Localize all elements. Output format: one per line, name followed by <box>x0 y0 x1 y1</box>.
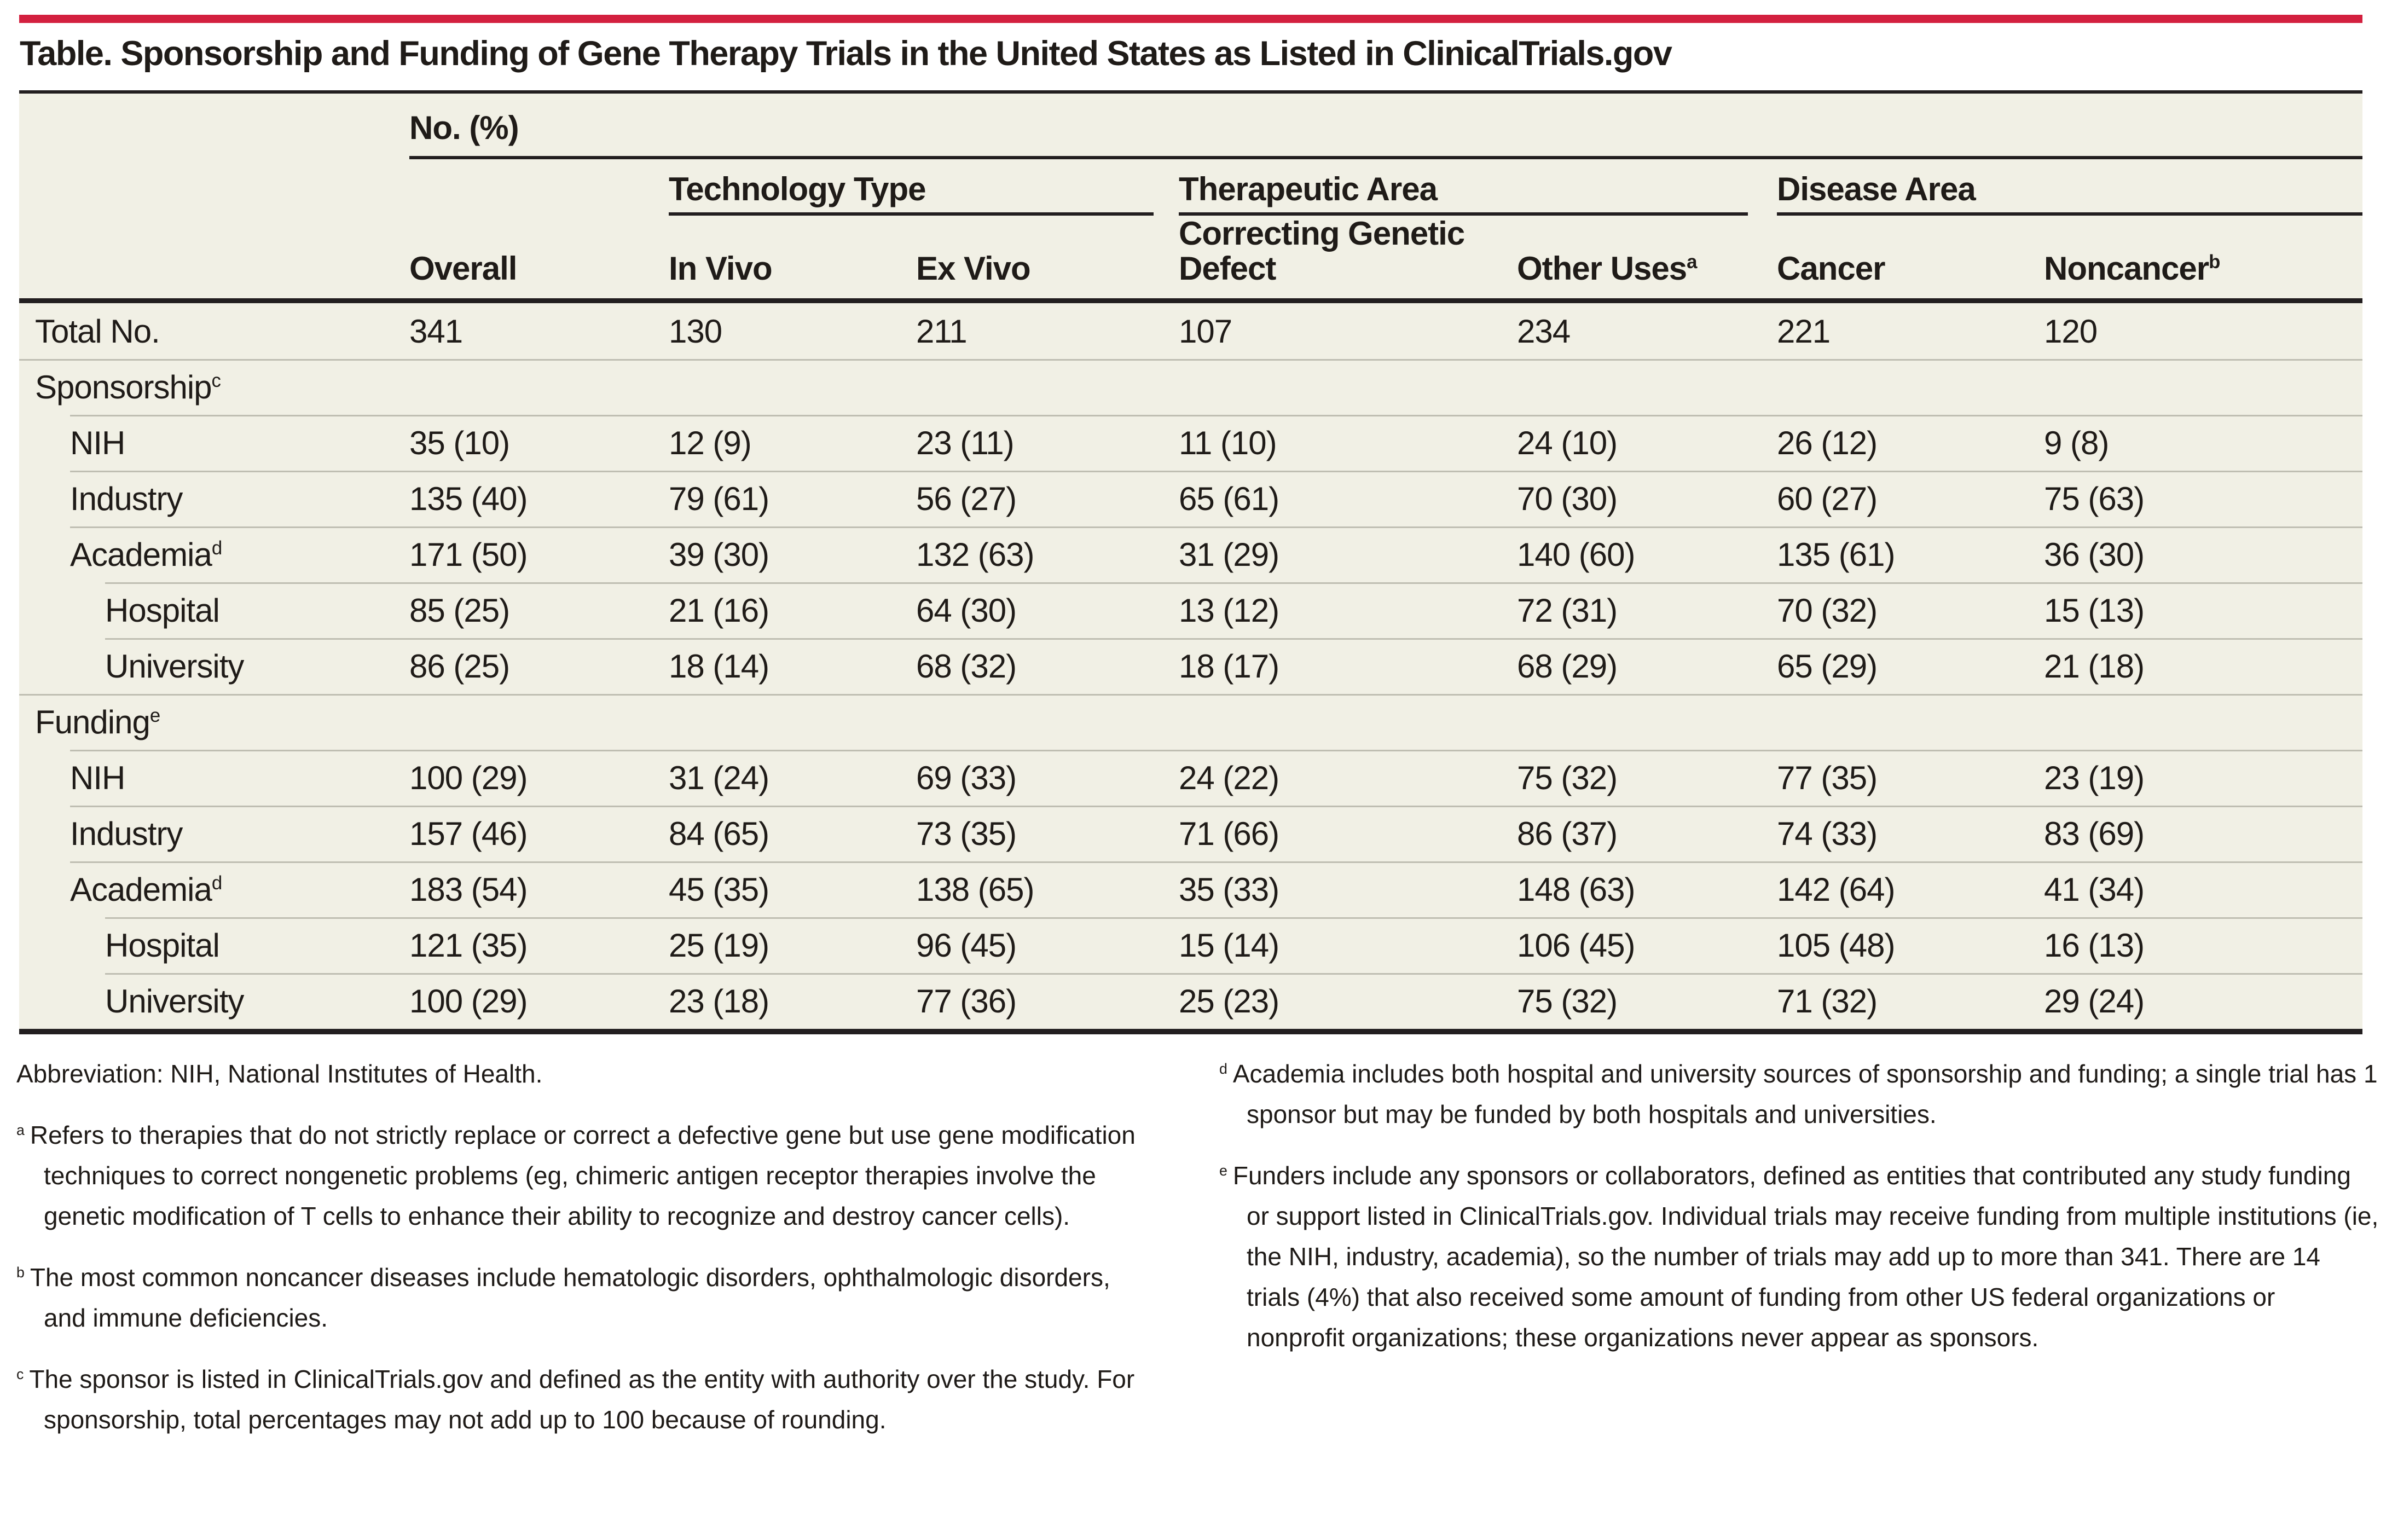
footnotes-left-column <box>16 1053 1155 1461</box>
footnote-d: $^d$ Academia includes both hospital and university sources of sponsorship and funding; a single trial has 1 sponsor but may be funded by both hospitals and universities. <box>1219 1060 2378 1128</box>
cell-ex-vivo: 211 <box>916 312 967 350</box>
row-label: Academia$^d$ <box>70 536 223 573</box>
table-rows <box>19 303 2362 1029</box>
cell-overall: 100 (29) <box>409 982 528 1020</box>
cell-ex-vivo: 64 (30) <box>916 592 1017 629</box>
cell-correcting-genetic-defect: 11 (10) <box>1179 424 1277 461</box>
table-row <box>19 750 2362 806</box>
table-header <box>19 94 2362 303</box>
row-label: Funding$^e$ <box>35 703 161 740</box>
cell-correcting-genetic-defect: 71 (66) <box>1179 815 1279 852</box>
row-label: Total No. <box>35 312 160 350</box>
table-row <box>19 806 2362 861</box>
cell-other-uses: 75 (32) <box>1517 982 1618 1020</box>
cell-cancer: 135 (61) <box>1777 536 1895 573</box>
footnote-e: $^e$ Funders include any sponsors or collaborators, defined as entities that contributed any study funding or support listed in ClinicalTrials.gov. Individual trials may receive funding from multiple institutions (ie, the NIH, industry, academia), so the number of trials may add up to more than 341. There are 14 trials (4%) that also received some amount of funding from other US federal organizations or nonprofit organizations; these organizations never appear as sponsors. <box>1219 1161 2379 1352</box>
cell-cancer: 221 <box>1777 312 1831 350</box>
jama-red-rule <box>19 15 2362 23</box>
cell-correcting-genetic-defect: 107 <box>1179 312 1232 350</box>
cell-overall: 135 (40) <box>409 480 528 517</box>
cell-in-vivo: 25 (19) <box>669 927 769 964</box>
data-table <box>19 90 2362 1034</box>
row-label: Sponsorship$^c$ <box>35 368 221 406</box>
spanner-underline <box>409 156 2362 159</box>
cell-cancer: 65 (29) <box>1777 647 1878 685</box>
table-row <box>19 582 2362 638</box>
cell-in-vivo: 79 (61) <box>669 480 769 517</box>
table-row <box>19 359 2362 415</box>
cell-other-uses: 24 (10) <box>1517 424 1618 461</box>
group-underline-disease <box>1777 212 2362 216</box>
cell-cancer: 74 (33) <box>1777 815 1878 852</box>
cell-overall: 341 <box>409 312 463 350</box>
table-row <box>19 973 2362 1029</box>
footnote-b: $^b$ The most common noncancer diseases include hematologic disorders, ophthalmologic disorders, and immune deficiencies. <box>16 1263 1110 1332</box>
group-therapeutic-area: Therapeutic Area <box>1179 171 1437 207</box>
cell-cancer: 142 (64) <box>1777 871 1895 908</box>
cell-correcting-genetic-defect: 31 (29) <box>1179 536 1279 573</box>
column-header-correcting-genetic-defect: Correcting Genetic Defect <box>1179 215 1465 287</box>
row-label: Academia$^d$ <box>70 871 223 908</box>
column-header-other-uses: Other Uses$^a$ <box>1517 250 1698 287</box>
cell-noncancer: 15 (13) <box>2044 592 2145 629</box>
cell-in-vivo: 31 (24) <box>669 759 769 796</box>
table-title: Table. Sponsorship and Funding of Gene Therapy Trials in the United States as Listed in ClinicalTrials.gov <box>20 34 1672 73</box>
cell-noncancer: 9 (8) <box>2044 424 2109 461</box>
table-row <box>19 861 2362 917</box>
row-label: NIH <box>70 759 125 796</box>
cell-cancer: 71 (32) <box>1777 982 1878 1020</box>
cell-ex-vivo: 68 (32) <box>916 647 1017 685</box>
cell-noncancer: 21 (18) <box>2044 647 2145 685</box>
group-underline-technology <box>669 212 1154 216</box>
row-label: University <box>105 647 244 685</box>
cell-correcting-genetic-defect: 18 (17) <box>1179 647 1279 685</box>
cell-cancer: 77 (35) <box>1777 759 1878 796</box>
cell-ex-vivo: 132 (63) <box>916 536 1034 573</box>
cell-other-uses: 86 (37) <box>1517 815 1618 852</box>
cell-overall: 121 (35) <box>409 927 528 964</box>
cell-overall: 35 (10) <box>409 424 510 461</box>
cell-correcting-genetic-defect: 24 (22) <box>1179 759 1279 796</box>
cell-in-vivo: 45 (35) <box>669 871 769 908</box>
cell-in-vivo: 84 (65) <box>669 815 769 852</box>
cell-in-vivo: 39 (30) <box>669 536 769 573</box>
cell-other-uses: 234 <box>1517 312 1571 350</box>
cell-other-uses: 68 (29) <box>1517 647 1618 685</box>
column-header-ex-vivo: Ex Vivo <box>916 250 1030 287</box>
abbreviation-note: Abbreviation: NIH, National Institutes of Health. <box>16 1060 543 1088</box>
cell-correcting-genetic-defect: 35 (33) <box>1179 871 1279 908</box>
cell-other-uses: 148 (63) <box>1517 871 1635 908</box>
group-technology-type: Technology Type <box>669 171 926 207</box>
cell-ex-vivo: 96 (45) <box>916 927 1017 964</box>
cell-noncancer: 75 (63) <box>2044 480 2145 517</box>
table-row <box>19 638 2362 694</box>
cell-in-vivo: 130 <box>669 312 722 350</box>
cell-cancer: 60 (27) <box>1777 480 1878 517</box>
cell-in-vivo: 21 (16) <box>669 592 769 629</box>
cell-correcting-genetic-defect: 15 (14) <box>1179 927 1279 964</box>
row-label: Hospital <box>105 927 219 964</box>
cell-overall: 171 (50) <box>409 536 528 573</box>
cell-cancer: 70 (32) <box>1777 592 1878 629</box>
cell-correcting-genetic-defect: 13 (12) <box>1179 592 1279 629</box>
table-row <box>19 917 2362 973</box>
column-header-noncancer: Noncancer$^b$ <box>2044 250 2221 287</box>
cell-ex-vivo: 69 (33) <box>916 759 1017 796</box>
cell-overall: 85 (25) <box>409 592 510 629</box>
table-row <box>19 694 2362 750</box>
cell-ex-vivo: 56 (27) <box>916 480 1017 517</box>
footnotes-right-column <box>1219 1053 2379 1379</box>
cell-overall: 183 (54) <box>409 871 528 908</box>
cell-cancer: 26 (12) <box>1777 424 1878 461</box>
cell-other-uses: 75 (32) <box>1517 759 1618 796</box>
cell-in-vivo: 12 (9) <box>669 424 751 461</box>
table-row <box>19 471 2362 526</box>
row-label: Industry <box>70 480 183 517</box>
spanner-no-pct: No. (%) <box>409 109 519 146</box>
row-label: NIH <box>70 424 125 461</box>
cell-ex-vivo: 73 (35) <box>916 815 1017 852</box>
cell-other-uses: 72 (31) <box>1517 592 1618 629</box>
cell-noncancer: 29 (24) <box>2044 982 2145 1020</box>
row-label: University <box>105 982 244 1020</box>
cell-correcting-genetic-defect: 25 (23) <box>1179 982 1279 1020</box>
cell-in-vivo: 23 (18) <box>669 982 769 1020</box>
cell-ex-vivo: 23 (11) <box>916 424 1014 461</box>
cell-other-uses: 140 (60) <box>1517 536 1635 573</box>
footnote-a: $^a$ Refers to therapies that do not strictly replace or correct a defective gene but use gene modification techniques to correct nongenetic problems (eg, chimeric antigen receptor therapies involve the genetic modification of T cells to enhance their ability to recognize and destroy cancer cells). <box>16 1121 1136 1230</box>
cell-in-vivo: 18 (14) <box>669 647 769 685</box>
column-header-cancer: Cancer <box>1777 250 1885 287</box>
column-header-in-vivo: In Vivo <box>669 250 772 287</box>
cell-ex-vivo: 138 (65) <box>916 871 1034 908</box>
table-row <box>19 415 2362 471</box>
group-disease-area: Disease Area <box>1777 171 1976 207</box>
table-row <box>19 526 2362 582</box>
cell-noncancer: 23 (19) <box>2044 759 2145 796</box>
cell-noncancer: 41 (34) <box>2044 871 2145 908</box>
cell-overall: 86 (25) <box>409 647 510 685</box>
cell-noncancer: 83 (69) <box>2044 815 2145 852</box>
row-label: Industry <box>70 815 183 852</box>
cell-noncancer: 36 (30) <box>2044 536 2145 573</box>
cell-correcting-genetic-defect: 65 (61) <box>1179 480 1279 517</box>
row-label: Hospital <box>105 592 219 629</box>
table-row <box>19 303 2362 359</box>
column-header-overall: Overall <box>409 250 517 287</box>
cell-overall: 100 (29) <box>409 759 528 796</box>
cell-noncancer: 16 (13) <box>2044 927 2145 964</box>
cell-other-uses: 70 (30) <box>1517 480 1618 517</box>
cell-noncancer: 120 <box>2044 312 2098 350</box>
cell-overall: 157 (46) <box>409 815 528 852</box>
cell-ex-vivo: 77 (36) <box>916 982 1017 1020</box>
footnote-c: $^c$ The sponsor is listed in ClinicalTrials.gov and defined as the entity with authority over the study. For sponsorship, total percentages may not add up to 100 because of rounding. <box>16 1365 1135 1434</box>
cell-cancer: 105 (48) <box>1777 927 1895 964</box>
cell-other-uses: 106 (45) <box>1517 927 1635 964</box>
